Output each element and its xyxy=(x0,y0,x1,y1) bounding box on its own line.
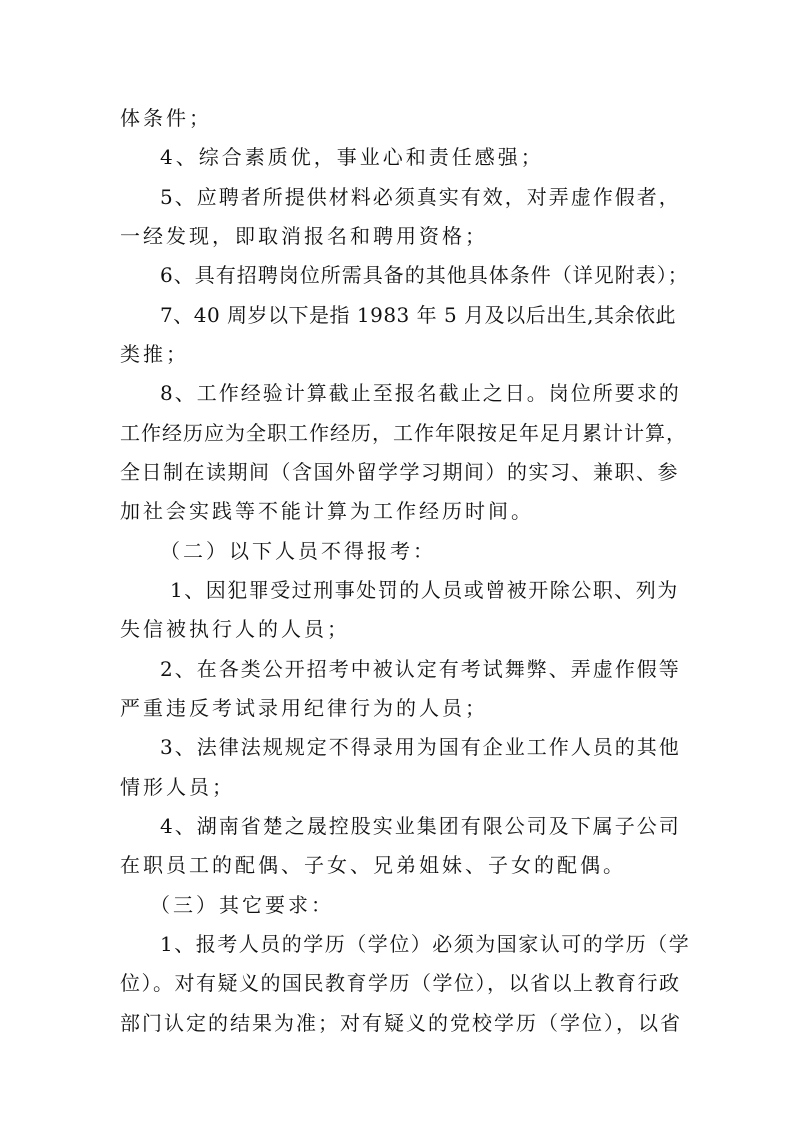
text-line-8: 8、工作经验计算截止至报名截止之日。岗位所要求的 xyxy=(160,381,681,405)
text-line-10: 全日制在读期间（含国外留学学习期间）的实习、兼职、参 xyxy=(120,460,679,484)
text-line-15: 2、在各类公开招考中被认定有考试舞弊、弄虚作假等 xyxy=(160,657,681,681)
text-line-23: 位）。对有疑义的国民教育学历（学位），以省以上教育行政 xyxy=(120,971,681,995)
text-line-11: 加社会实践等不能计算为工作经历时间。 xyxy=(120,499,534,523)
text-line-9: 工作经历应为全职工作经历，工作年限按足年足月累计计算， xyxy=(120,421,687,445)
text-line-19: 4、湖南省楚之晟控股实业集团有限公司及下属子公司 xyxy=(160,814,681,838)
text-line-16: 严重违反考试录用纪律行为的人员； xyxy=(120,696,488,720)
text-line-13: 1、因犯罪受过刑事处罚的人员或曾被开除公职、列为 xyxy=(170,578,679,602)
section-heading-3: （三）其它要求： xyxy=(150,893,334,917)
text-line-22: 1、报考人员的学历（学位）必须为国家认可的学历（学 xyxy=(160,932,691,956)
text-line-2: 4、综合素质优，事业心和责任感强； xyxy=(160,145,544,169)
text-line-4: 一经发现，即取消报名和聘用资格； xyxy=(120,224,488,248)
section-heading-2: （二）以下人员不得报考： xyxy=(160,539,436,563)
text-line-7: 类推； xyxy=(120,342,189,366)
text-line-1: 体条件； xyxy=(120,106,212,130)
text-line-24: 部门认定的结果为准；对有疑义的党校学历（学位），以省 xyxy=(120,1011,682,1035)
text-line-17: 3、法律法规规定不得录用为国有企业工作人员的其他 xyxy=(160,735,681,759)
text-line-5: 6、具有招聘岗位所需具备的其他具体条件（详见附表）； xyxy=(160,263,689,287)
text-line-3: 5、应聘者所提供材料必须真实有效，对弄虚作假者， xyxy=(160,185,681,209)
text-line-20: 在职员工的配偶、子女、兄弟姐妹、子女的配偶。 xyxy=(120,853,626,877)
text-line-14: 失信被执行人的人员； xyxy=(120,617,350,641)
text-line-18: 情形人员； xyxy=(120,775,235,799)
text-line-6: 7、40 周岁以下是指 1983 年 5 月及以后出生,其余依此 xyxy=(160,303,676,327)
